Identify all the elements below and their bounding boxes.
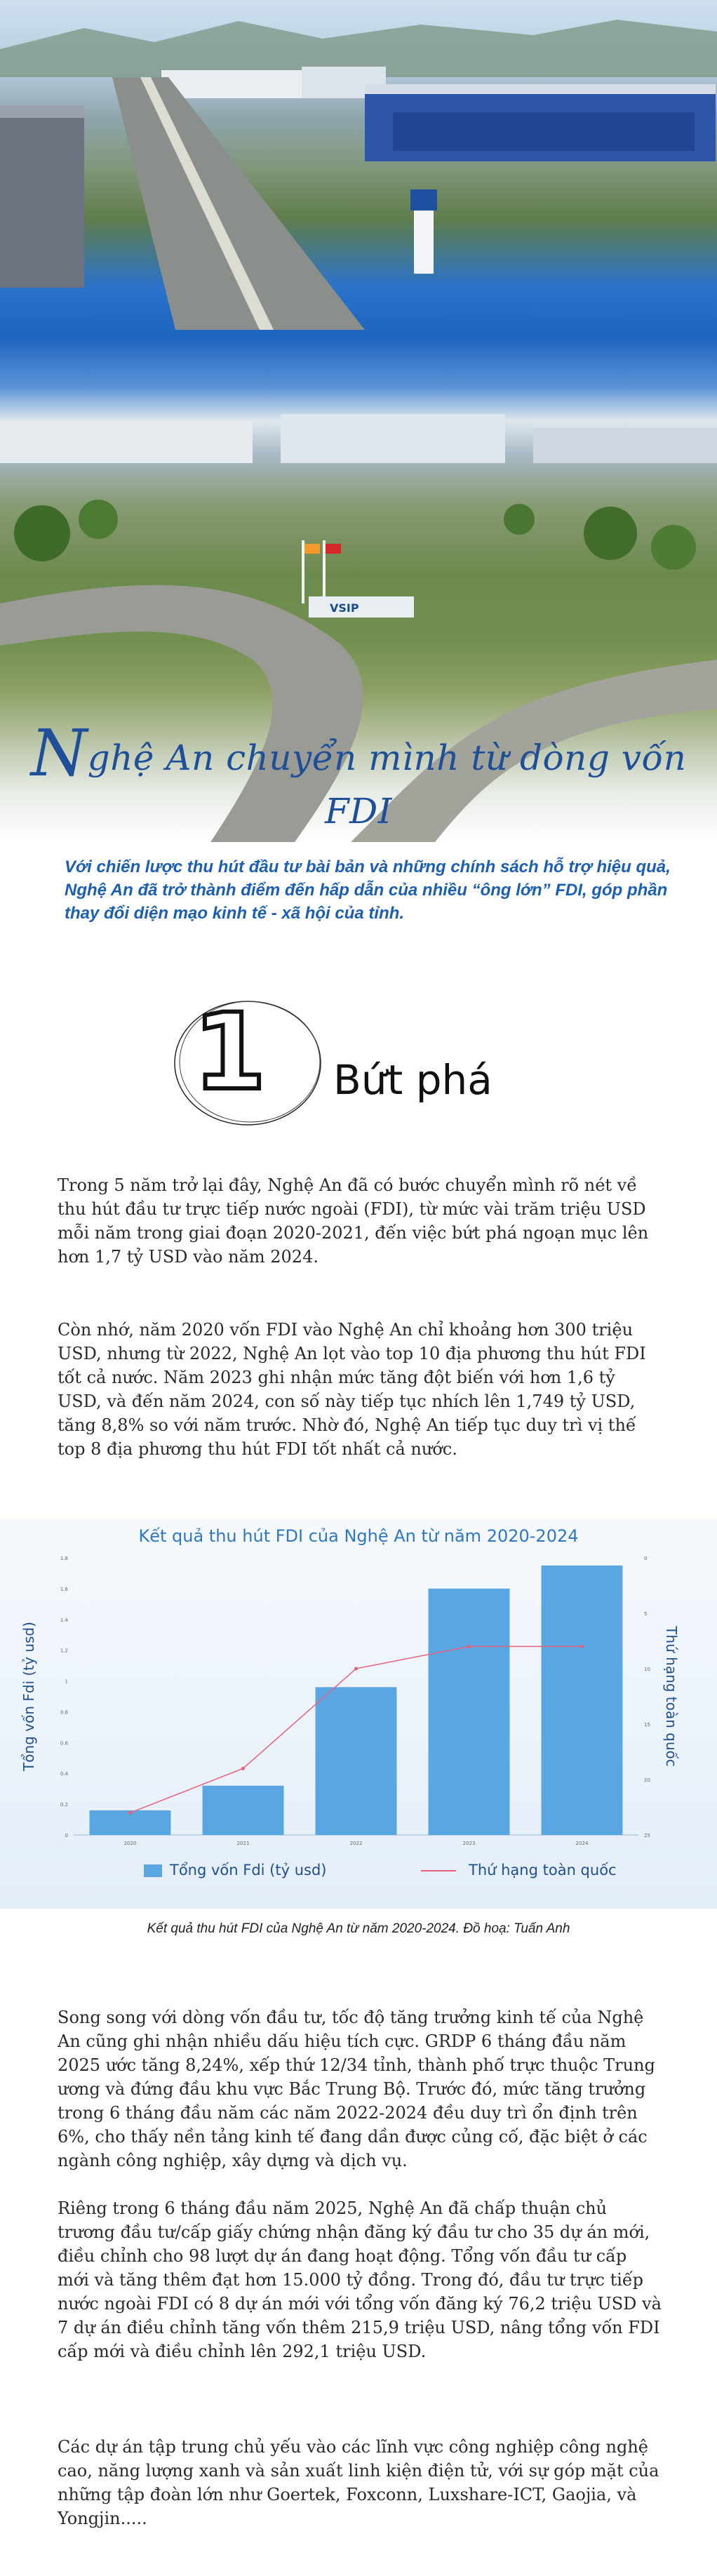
rank-point-2021 (241, 1767, 245, 1770)
x-tick-label: 2022 (349, 1841, 363, 1846)
y-tick-label: 1 (65, 1679, 68, 1685)
paragraph-5: Các dự án tập trung chủ yếu vào các lĩnh vực công nghiệp công nghệ cao, năng lượng xanh và sản xuất linh kiện điện tử, với sự góp mặt của những tập đoàn lớn như Goertek, Foxconn, Luxshare-ICT, Gaojia, và Yongjin..... (58, 2437, 659, 2528)
rank-point-2022 (354, 1667, 358, 1671)
chart-plot (0, 1519, 717, 1909)
chart-title: Kết quả thu hút FDI của Nghệ An từ năm 2020-2024 (138, 1526, 579, 1546)
y-tick-label: 0.4 (60, 1771, 68, 1777)
y-tick-label: 1.8 (60, 1556, 68, 1561)
fdi-chart (0, 1519, 717, 1909)
section-number: 1 (193, 992, 267, 1114)
x-tick-label: 2024 (575, 1841, 589, 1846)
y-tick-label: 1.4 (60, 1617, 68, 1623)
y2-axis-label: Thứ hạng toàn quốc (663, 1626, 680, 1767)
paragraph-4: Riêng trong 6 tháng đầu năm 2025, Nghệ An đã chấp thuận chủ trương đầu tư/cấp giấy chứng nhận đăng ký đầu tư cho 35 dự án mới, điều chỉnh cho 98 lượt dự án đang hoạt động. Tổng vốn đầu tư cấp mới và tăng thêm đạt hơn 15.000 tỷ đồng. Trong đó, đầu tư trực tiếp nước ngoài FDI có 8 dự án mới với tổng vốn đăng ký 76,2 triệu USD và 7 dự án điều chỉnh tăng vốn thêm 215,9 triệu USD, nâng tổng vốn FDI cấp mới và điều chỉnh lên 292,1 triệu USD. (58, 2198, 662, 2361)
bar-2024 (542, 1566, 623, 1835)
y2-tick-label: 10 (644, 1667, 650, 1672)
y2-tick-label: 25 (644, 1833, 650, 1838)
y-axis-label: Tổng vốn Fdi (tỷ usd) (20, 1622, 37, 1771)
title-rest: ghệ An chuyển mình từ dòng vốn FDI (87, 738, 687, 832)
x-tick-label: 2021 (236, 1841, 250, 1846)
rank-point-2023 (467, 1645, 471, 1648)
bar-2021 (203, 1786, 284, 1835)
y-tick-label: 0.8 (60, 1709, 68, 1716)
bar-2022 (316, 1687, 397, 1835)
x-tick-label: 2020 (123, 1841, 137, 1846)
section-title: Bứt phá (333, 1056, 492, 1104)
legend-bar-swatch (144, 1864, 162, 1877)
rank-point-2020 (128, 1811, 132, 1815)
y-tick-label: 1.6 (60, 1586, 68, 1592)
paragraph-3: Song song với dòng vốn đầu tư, tốc độ tăng trưởng kinh tế của Nghệ An cũng ghi nhận nhiều dấu hiệu tích cực. GRDP 6 tháng đầu năm 2025 ước tăng 8,24%, xếp thứ 12/34 tỉnh, thành phố trực thuộc Trung ương và đứng đầu khu vực Bắc Trung Bộ. Trước đó, mức tăng trưởng trong 6 tháng đầu năm các năm 2022-2024 đều duy trì ổn định trên 6%, cho thấy nền tảng kinh tế đang dần được củng cố, đặc biệt ở các ngành công nghiệp, xây dựng và dịch vụ. (58, 2008, 655, 2170)
chart-caption: Kết quả thu hút FDI của Nghệ An từ năm 2020-2024. Đồ hoạ: Tuấn Anh (147, 1921, 570, 1936)
legend-line-label: Thứ hạng toàn quốc (469, 1862, 617, 1878)
rank-point-2024 (580, 1645, 584, 1648)
y-tick-label: 0.2 (60, 1802, 68, 1808)
y2-tick-label: 0 (644, 1556, 648, 1561)
legend-bar-label: Tổng vốn Fdi (tỷ usd) (170, 1862, 327, 1878)
y-tick-label: 0.6 (60, 1740, 68, 1747)
y-tick-label: 0 (65, 1833, 68, 1838)
y2-tick-label: 5 (644, 1611, 648, 1617)
y2-tick-label: 20 (644, 1777, 650, 1783)
y-tick-label: 1.2 (60, 1648, 68, 1654)
paragraph-2: Còn nhớ, năm 2020 vốn FDI vào Nghệ An chỉ khoảng hơn 300 triệu USD, nhưng từ 2022, Nghệ An lọt vào top 10 địa phương thu hút FDI tốt cả nước. Năm 2023 ghi nhận mức tăng đột biến với hơn 1,6 tỷ USD, và đến năm 2024, con số này tiếp tục nhích lên 1,749 tỷ USD, tăng 8,8% so với năm trước. Nhờ đó, Nghệ An tiếp tục duy trì vị thế top 8 địa phương thu hút FDI tốt nhất cả nước. (58, 1320, 646, 1459)
title-initial: N (30, 716, 88, 791)
bar-2023 (429, 1589, 510, 1835)
page-title (0, 716, 717, 832)
x-tick-label: 2023 (462, 1841, 476, 1846)
lead-paragraph: Với chiến lược thu hút đầu tư bài bản và những chính sách hỗ trợ hiệu quả, Nghệ An đã trở thành điểm đến hấp dẫn của nhiều “ông lớn” FDI, góp phần thay đổi diện mạo kinh tế - xã hội của tỉnh. (65, 857, 671, 923)
y2-tick-label: 15 (644, 1722, 650, 1728)
vsip-sign-text: VSIP (330, 601, 359, 615)
paragraph-1: Trong 5 năm trở lại đây, Nghệ An đã có bước chuyển mình rõ nét về thu hút đầu tư trực tiếp nước ngoài (FDI), từ mức vài trăm triệu USD mỗi năm trong giai đoạn 2020-2021, đến việc bứt phá ngoạn mục lên hơn 1,7 tỷ USD vào năm 2024. (58, 1175, 649, 1267)
